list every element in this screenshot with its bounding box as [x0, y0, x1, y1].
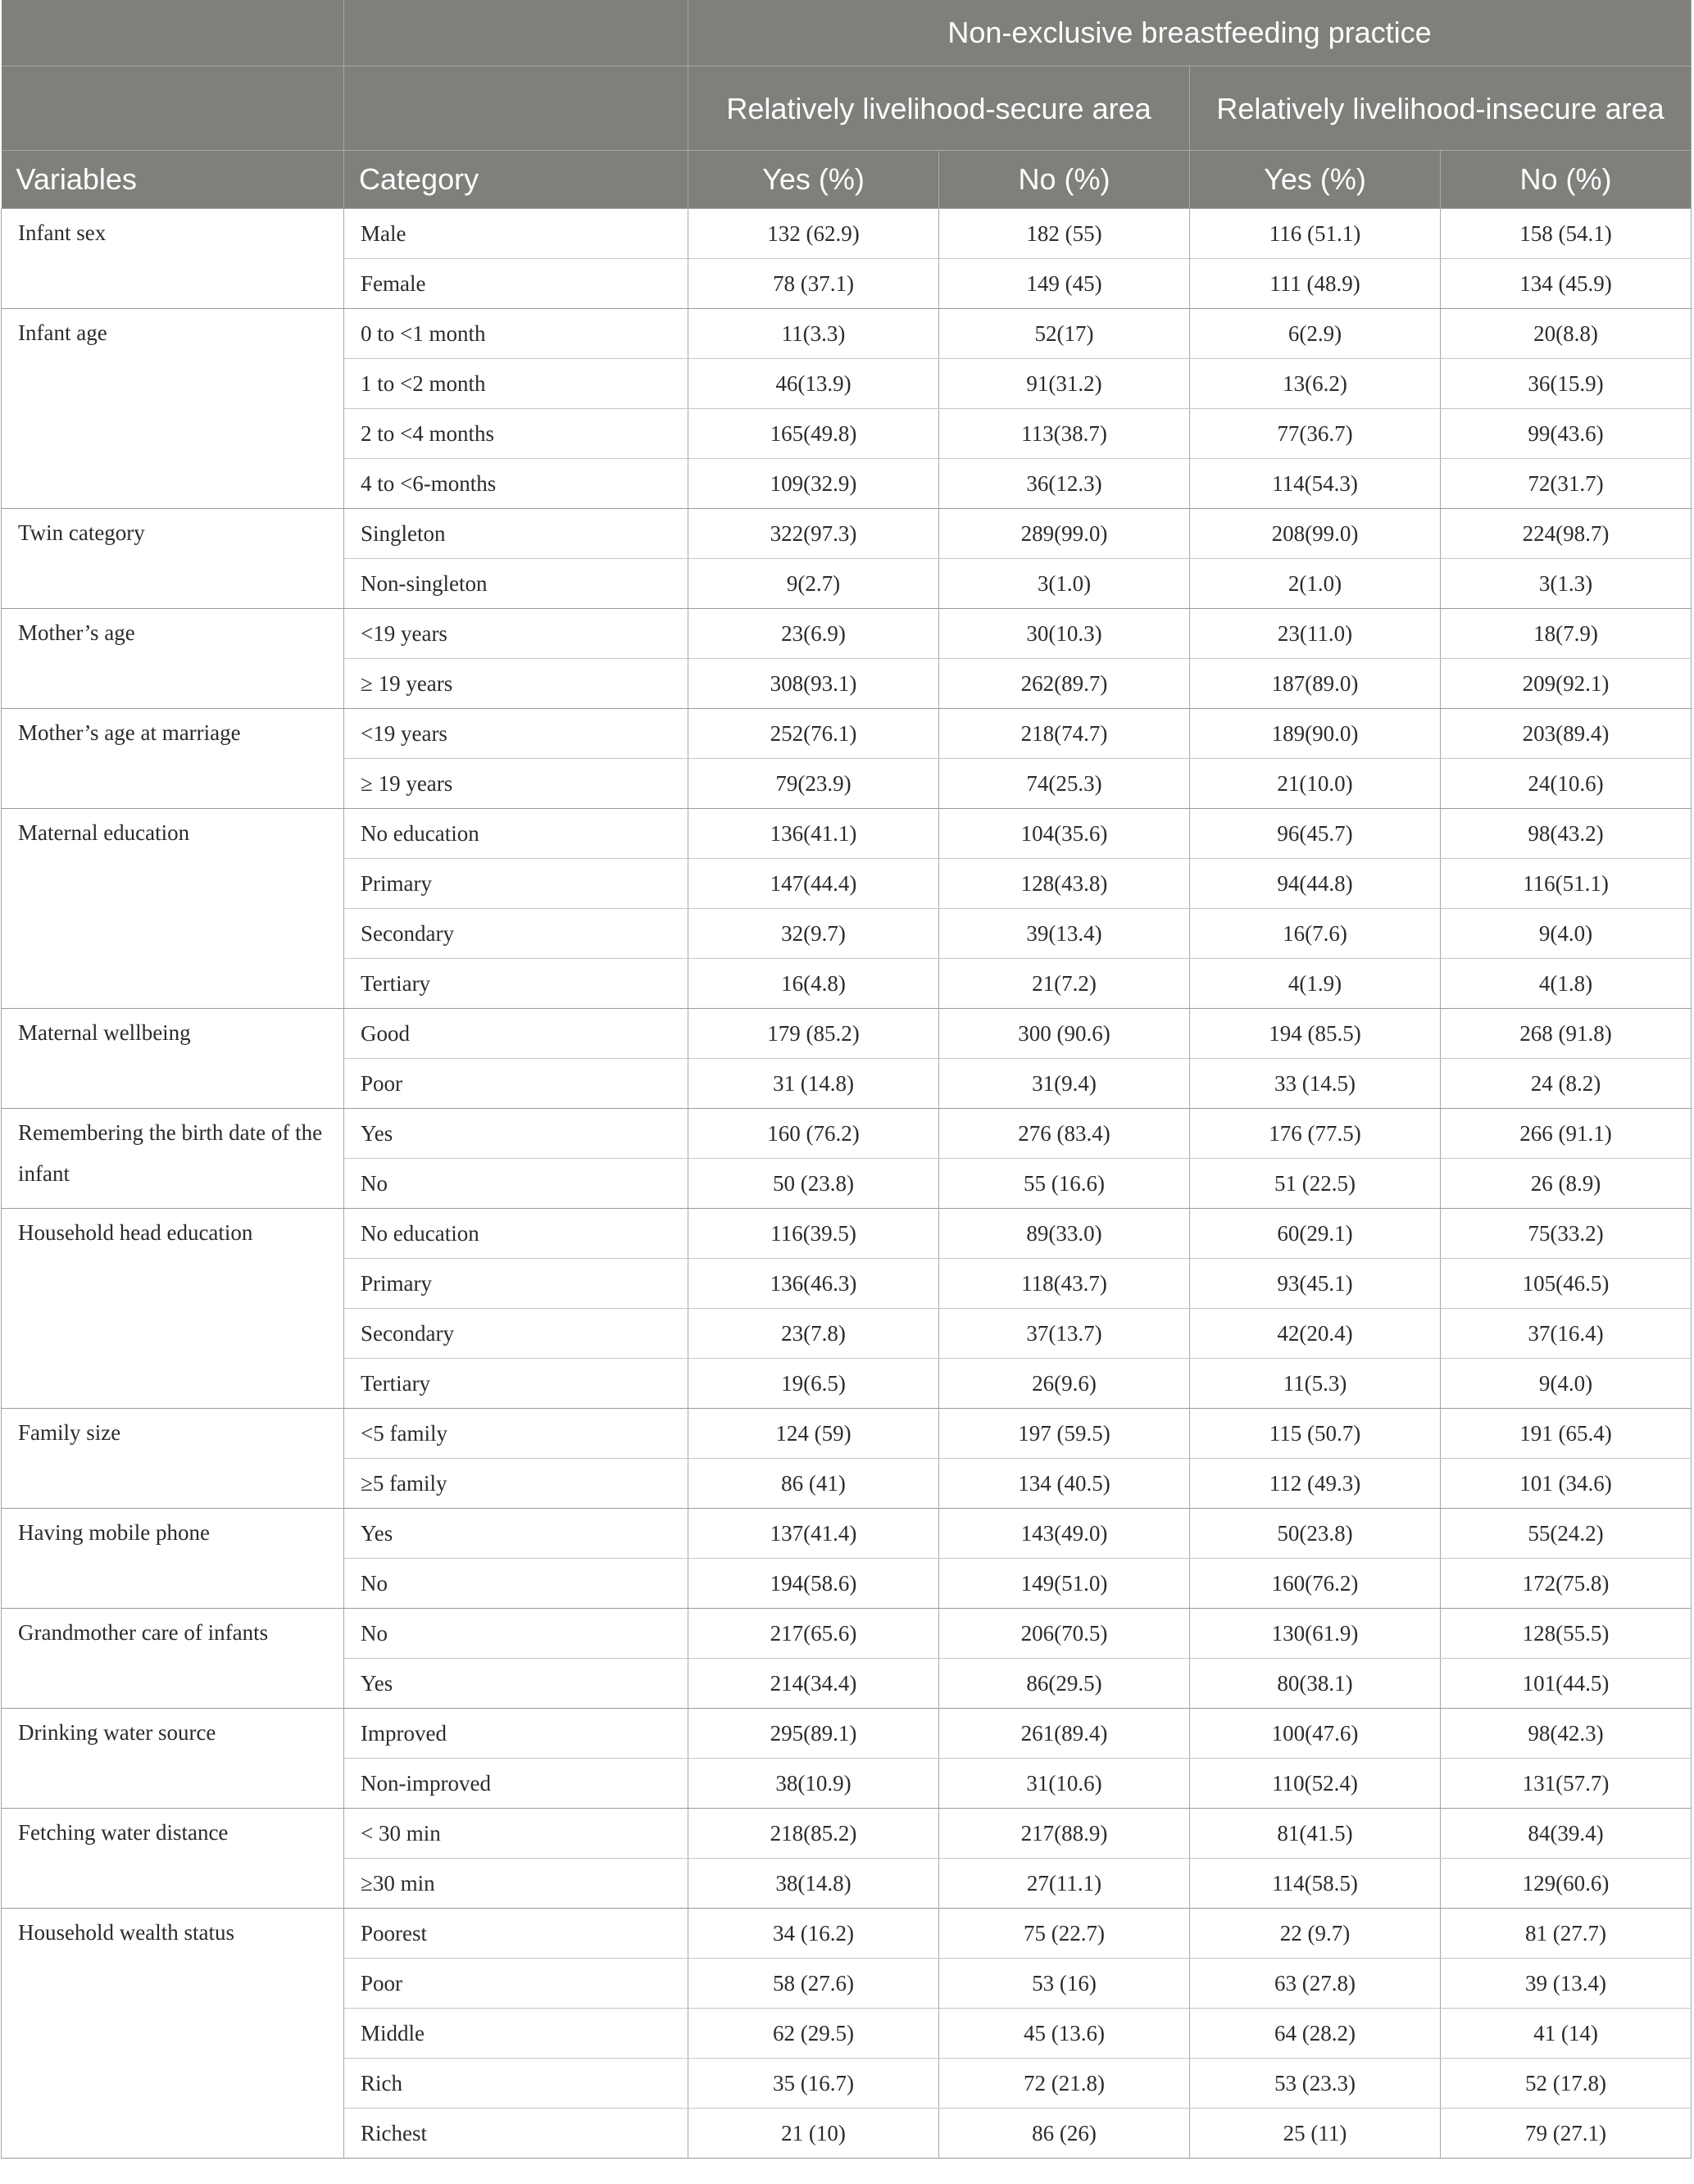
value-cell: 218(74.7)	[939, 709, 1190, 759]
value-cell: 131(57.7)	[1441, 1759, 1692, 1809]
category-cell: Female	[344, 259, 688, 309]
category-cell: Non-improved	[344, 1759, 688, 1809]
value-cell: 63 (27.8)	[1190, 1959, 1441, 2009]
value-cell: 217(88.9)	[939, 1809, 1190, 1859]
category-cell: < 30 min	[344, 1809, 688, 1859]
value-cell: 99(43.6)	[1441, 409, 1692, 459]
value-cell: 143(49.0)	[939, 1509, 1190, 1559]
value-cell: 116 (51.1)	[1190, 209, 1441, 259]
value-cell: 75(33.2)	[1441, 1209, 1692, 1259]
value-cell: 11(5.3)	[1190, 1359, 1441, 1409]
value-cell: 261(89.4)	[939, 1709, 1190, 1759]
category-cell: No	[344, 1159, 688, 1209]
header-insecure-yes: Yes (%)	[1190, 151, 1441, 209]
category-cell: Good	[344, 1009, 688, 1059]
value-cell: 109(32.9)	[688, 459, 939, 509]
category-cell: Primary	[344, 1259, 688, 1309]
value-cell: 160(76.2)	[1190, 1559, 1441, 1609]
header-blank-3	[2, 66, 344, 151]
value-cell: 38(10.9)	[688, 1759, 939, 1809]
category-cell: No education	[344, 1209, 688, 1259]
value-cell: 86 (41)	[688, 1459, 939, 1509]
value-cell: 39 (13.4)	[1441, 1959, 1692, 2009]
value-cell: 116(51.1)	[1441, 859, 1692, 909]
value-cell: 81 (27.7)	[1441, 1909, 1692, 1959]
value-cell: 77(36.7)	[1190, 409, 1441, 459]
value-cell: 134 (40.5)	[939, 1459, 1190, 1509]
value-cell: 96(45.7)	[1190, 809, 1441, 859]
value-cell: 24 (8.2)	[1441, 1059, 1692, 1109]
value-cell: 23(11.0)	[1190, 609, 1441, 659]
category-cell: 4 to <6-months	[344, 459, 688, 509]
value-cell: 6(2.9)	[1190, 309, 1441, 359]
value-cell: 4(1.9)	[1190, 959, 1441, 1009]
category-cell: 0 to <1 month	[344, 309, 688, 359]
value-cell: 86 (26)	[939, 2109, 1190, 2159]
header-blank-4	[344, 66, 688, 151]
value-cell: 322(97.3)	[688, 509, 939, 559]
table-row	[2, 209, 1692, 259]
value-cell: 16(4.8)	[688, 959, 939, 1009]
value-cell: 197 (59.5)	[939, 1409, 1190, 1459]
table-row	[2, 809, 1692, 859]
category-cell: Richest	[344, 2109, 688, 2159]
value-cell: 3(1.0)	[939, 559, 1190, 609]
value-cell: 289(99.0)	[939, 509, 1190, 559]
value-cell: 35 (16.7)	[688, 2059, 939, 2109]
value-cell: 98(43.2)	[1441, 809, 1692, 859]
value-cell: 187(89.0)	[1190, 659, 1441, 709]
variable-cell: Twin category	[2, 509, 344, 609]
value-cell: 55(24.2)	[1441, 1509, 1692, 1559]
category-cell: Secondary	[344, 1309, 688, 1359]
value-cell: 276 (83.4)	[939, 1109, 1190, 1159]
value-cell: 18(7.9)	[1441, 609, 1692, 659]
value-cell: 194 (85.5)	[1190, 1009, 1441, 1059]
category-cell: Tertiary	[344, 959, 688, 1009]
value-cell: 81(41.5)	[1190, 1809, 1441, 1859]
header-secure-yes: Yes (%)	[688, 151, 939, 209]
value-cell: 26 (8.9)	[1441, 1159, 1692, 1209]
table-container	[1, 0, 1692, 2159]
value-cell: 149 (45)	[939, 259, 1190, 309]
header-blank-2	[344, 0, 688, 66]
value-cell: 217(65.6)	[688, 1609, 939, 1659]
category-cell: Poor	[344, 1959, 688, 2009]
value-cell: 19(6.5)	[688, 1359, 939, 1409]
value-cell: 64 (28.2)	[1190, 2009, 1441, 2059]
value-cell: 9(2.7)	[688, 559, 939, 609]
value-cell: 91(31.2)	[939, 359, 1190, 409]
category-cell: <5 family	[344, 1409, 688, 1459]
table-row	[2, 1709, 1692, 1759]
category-cell: No	[344, 1609, 688, 1659]
value-cell: 191 (65.4)	[1441, 1409, 1692, 1459]
header-variables: Variables	[2, 151, 344, 209]
value-cell: 41 (14)	[1441, 2009, 1692, 2059]
value-cell: 72(31.7)	[1441, 459, 1692, 509]
table-row	[2, 1109, 1692, 1159]
value-cell: 295(89.1)	[688, 1709, 939, 1759]
value-cell: 36(12.3)	[939, 459, 1190, 509]
value-cell: 136(46.3)	[688, 1259, 939, 1309]
variable-cell: Household head education	[2, 1209, 344, 1409]
value-cell: 158 (54.1)	[1441, 209, 1692, 259]
value-cell: 136(41.1)	[688, 809, 939, 859]
category-cell: Yes	[344, 1109, 688, 1159]
value-cell: 124 (59)	[688, 1409, 939, 1459]
value-cell: 129(60.6)	[1441, 1859, 1692, 1909]
value-cell: 13(6.2)	[1190, 359, 1441, 409]
value-cell: 26(9.6)	[939, 1359, 1190, 1409]
category-cell: Male	[344, 209, 688, 259]
table-row	[2, 1509, 1692, 1559]
table-row	[2, 509, 1692, 559]
value-cell: 62 (29.5)	[688, 2009, 939, 2059]
category-cell: Improved	[344, 1709, 688, 1759]
table-header	[2, 0, 1692, 209]
value-cell: 31(9.4)	[939, 1059, 1190, 1109]
category-cell: 2 to <4 months	[344, 409, 688, 459]
value-cell: 52 (17.8)	[1441, 2059, 1692, 2109]
value-cell: 51 (22.5)	[1190, 1159, 1441, 1209]
category-cell: Non-singleton	[344, 559, 688, 609]
category-cell: 1 to <2 month	[344, 359, 688, 409]
variable-cell: Maternal wellbeing	[2, 1009, 344, 1109]
value-cell: 39(13.4)	[939, 909, 1190, 959]
category-cell: No	[344, 1559, 688, 1609]
value-cell: 130(61.9)	[1190, 1609, 1441, 1659]
value-cell: 74(25.3)	[939, 759, 1190, 809]
value-cell: 101 (34.6)	[1441, 1459, 1692, 1509]
value-cell: 11(3.3)	[688, 309, 939, 359]
header-blank-1	[2, 0, 344, 66]
table-row	[2, 1209, 1692, 1259]
value-cell: 111 (48.9)	[1190, 259, 1441, 309]
value-cell: 4(1.8)	[1441, 959, 1692, 1009]
value-cell: 46(13.9)	[688, 359, 939, 409]
variable-cell: Drinking water source	[2, 1709, 344, 1809]
category-cell: Secondary	[344, 909, 688, 959]
value-cell: 182 (55)	[939, 209, 1190, 259]
value-cell: 27(11.1)	[939, 1859, 1190, 1909]
value-cell: 23(7.8)	[688, 1309, 939, 1359]
value-cell: 189(90.0)	[1190, 709, 1441, 759]
value-cell: 30(10.3)	[939, 609, 1190, 659]
table-body	[2, 209, 1692, 2159]
category-cell: Middle	[344, 2009, 688, 2059]
value-cell: 194(58.6)	[688, 1559, 939, 1609]
value-cell: 53 (23.3)	[1190, 2059, 1441, 2109]
value-cell: 110(52.4)	[1190, 1759, 1441, 1809]
value-cell: 160 (76.2)	[688, 1109, 939, 1159]
category-cell: Rich	[344, 2059, 688, 2109]
value-cell: 84(39.4)	[1441, 1809, 1692, 1859]
value-cell: 55 (16.6)	[939, 1159, 1190, 1209]
variable-cell: Infant age	[2, 309, 344, 509]
variable-cell: Family size	[2, 1409, 344, 1509]
value-cell: 128(43.8)	[939, 859, 1190, 909]
value-cell: 75 (22.7)	[939, 1909, 1190, 1959]
value-cell: 53 (16)	[939, 1959, 1190, 2009]
value-cell: 9(4.0)	[1441, 909, 1692, 959]
variable-cell: Remembering the birth date of the infant	[2, 1109, 344, 1209]
value-cell: 116(39.5)	[688, 1209, 939, 1259]
value-cell: 24(10.6)	[1441, 759, 1692, 809]
category-cell: ≥5 family	[344, 1459, 688, 1509]
value-cell: 112 (49.3)	[1190, 1459, 1441, 1509]
value-cell: 115 (50.7)	[1190, 1409, 1441, 1459]
header-secure-area: Relatively livelihood-secure area	[688, 66, 1190, 151]
header-insecure-no: No (%)	[1441, 151, 1692, 209]
value-cell: 147(44.4)	[688, 859, 939, 909]
value-cell: 132 (62.9)	[688, 209, 939, 259]
value-cell: 32(9.7)	[688, 909, 939, 959]
category-cell: Singleton	[344, 509, 688, 559]
variable-cell: Mother’s age at marriage	[2, 709, 344, 809]
value-cell: 21 (10)	[688, 2109, 939, 2159]
value-cell: 78 (37.1)	[688, 259, 939, 309]
value-cell: 60(29.1)	[1190, 1209, 1441, 1259]
header-category: Category	[344, 151, 688, 209]
value-cell: 37(13.7)	[939, 1309, 1190, 1359]
value-cell: 23(6.9)	[688, 609, 939, 659]
value-cell: 58 (27.6)	[688, 1959, 939, 2009]
value-cell: 38(14.8)	[688, 1859, 939, 1909]
breastfeeding-table	[1, 0, 1692, 2159]
category-cell: ≥ 19 years	[344, 659, 688, 709]
value-cell: 179 (85.2)	[688, 1009, 939, 1059]
category-cell: Tertiary	[344, 1359, 688, 1409]
category-cell: ≥30 min	[344, 1859, 688, 1909]
variable-cell: Grandmother care of infants	[2, 1609, 344, 1709]
category-cell: <19 years	[344, 609, 688, 659]
value-cell: 252(76.1)	[688, 709, 939, 759]
category-cell: <19 years	[344, 709, 688, 759]
value-cell: 2(1.0)	[1190, 559, 1441, 609]
value-cell: 206(70.5)	[939, 1609, 1190, 1659]
variable-cell: Household wealth status	[2, 1909, 344, 2159]
value-cell: 79 (27.1)	[1441, 2109, 1692, 2159]
category-cell: ≥ 19 years	[344, 759, 688, 809]
value-cell: 3(1.3)	[1441, 559, 1692, 609]
table-row	[2, 309, 1692, 359]
table-row	[2, 1409, 1692, 1459]
value-cell: 33 (14.5)	[1190, 1059, 1441, 1109]
value-cell: 266 (91.1)	[1441, 1109, 1692, 1159]
value-cell: 36(15.9)	[1441, 359, 1692, 409]
category-cell: Yes	[344, 1509, 688, 1559]
value-cell: 50(23.8)	[1190, 1509, 1441, 1559]
value-cell: 268 (91.8)	[1441, 1009, 1692, 1059]
table-row	[2, 1609, 1692, 1659]
value-cell: 165(49.8)	[688, 409, 939, 459]
value-cell: 208(99.0)	[1190, 509, 1441, 559]
variable-cell: Infant sex	[2, 209, 344, 309]
value-cell: 16(7.6)	[1190, 909, 1441, 959]
value-cell: 149(51.0)	[939, 1559, 1190, 1609]
value-cell: 218(85.2)	[688, 1809, 939, 1859]
value-cell: 176 (77.5)	[1190, 1109, 1441, 1159]
category-cell: Poor	[344, 1059, 688, 1109]
value-cell: 94(44.8)	[1190, 859, 1441, 909]
table-row	[2, 709, 1692, 759]
variable-cell: Having mobile phone	[2, 1509, 344, 1609]
table-row	[2, 1909, 1692, 1959]
value-cell: 72 (21.8)	[939, 2059, 1190, 2109]
header-top-title: Non-exclusive breastfeeding practice	[688, 0, 1692, 66]
value-cell: 224(98.7)	[1441, 509, 1692, 559]
value-cell: 262(89.7)	[939, 659, 1190, 709]
value-cell: 104(35.6)	[939, 809, 1190, 859]
value-cell: 300 (90.6)	[939, 1009, 1190, 1059]
value-cell: 93(45.1)	[1190, 1259, 1441, 1309]
value-cell: 42(20.4)	[1190, 1309, 1441, 1359]
value-cell: 80(38.1)	[1190, 1659, 1441, 1709]
value-cell: 114(58.5)	[1190, 1859, 1441, 1909]
variable-cell: Mother’s age	[2, 609, 344, 709]
value-cell: 172(75.8)	[1441, 1559, 1692, 1609]
value-cell: 101(44.5)	[1441, 1659, 1692, 1709]
value-cell: 118(43.7)	[939, 1259, 1190, 1309]
value-cell: 203(89.4)	[1441, 709, 1692, 759]
value-cell: 79(23.9)	[688, 759, 939, 809]
value-cell: 214(34.4)	[688, 1659, 939, 1709]
table-row	[2, 1809, 1692, 1859]
value-cell: 113(38.7)	[939, 409, 1190, 459]
value-cell: 20(8.8)	[1441, 309, 1692, 359]
value-cell: 86(29.5)	[939, 1659, 1190, 1709]
variable-cell: Fetching water distance	[2, 1809, 344, 1909]
value-cell: 21(10.0)	[1190, 759, 1441, 809]
value-cell: 25 (11)	[1190, 2109, 1441, 2159]
value-cell: 89(33.0)	[939, 1209, 1190, 1259]
value-cell: 98(42.3)	[1441, 1709, 1692, 1759]
category-cell: Yes	[344, 1659, 688, 1709]
value-cell: 34 (16.2)	[688, 1909, 939, 1959]
header-secure-no: No (%)	[939, 151, 1190, 209]
value-cell: 114(54.3)	[1190, 459, 1441, 509]
table-row	[2, 1009, 1692, 1059]
value-cell: 45 (13.6)	[939, 2009, 1190, 2059]
value-cell: 134 (45.9)	[1441, 259, 1692, 309]
value-cell: 37(16.4)	[1441, 1309, 1692, 1359]
category-cell: Poorest	[344, 1909, 688, 1959]
variable-cell: Maternal education	[2, 809, 344, 1009]
category-cell: Primary	[344, 859, 688, 909]
value-cell: 31 (14.8)	[688, 1059, 939, 1109]
value-cell: 21(7.2)	[939, 959, 1190, 1009]
header-insecure-area: Relatively livelihood-insecure area	[1190, 66, 1692, 151]
value-cell: 105(46.5)	[1441, 1259, 1692, 1309]
value-cell: 137(41.4)	[688, 1509, 939, 1559]
value-cell: 128(55.5)	[1441, 1609, 1692, 1659]
value-cell: 52(17)	[939, 309, 1190, 359]
value-cell: 9(4.0)	[1441, 1359, 1692, 1409]
table-row	[2, 609, 1692, 659]
value-cell: 22 (9.7)	[1190, 1909, 1441, 1959]
value-cell: 308(93.1)	[688, 659, 939, 709]
value-cell: 209(92.1)	[1441, 659, 1692, 709]
value-cell: 50 (23.8)	[688, 1159, 939, 1209]
value-cell: 100(47.6)	[1190, 1709, 1441, 1759]
category-cell: No education	[344, 809, 688, 859]
value-cell: 31(10.6)	[939, 1759, 1190, 1809]
